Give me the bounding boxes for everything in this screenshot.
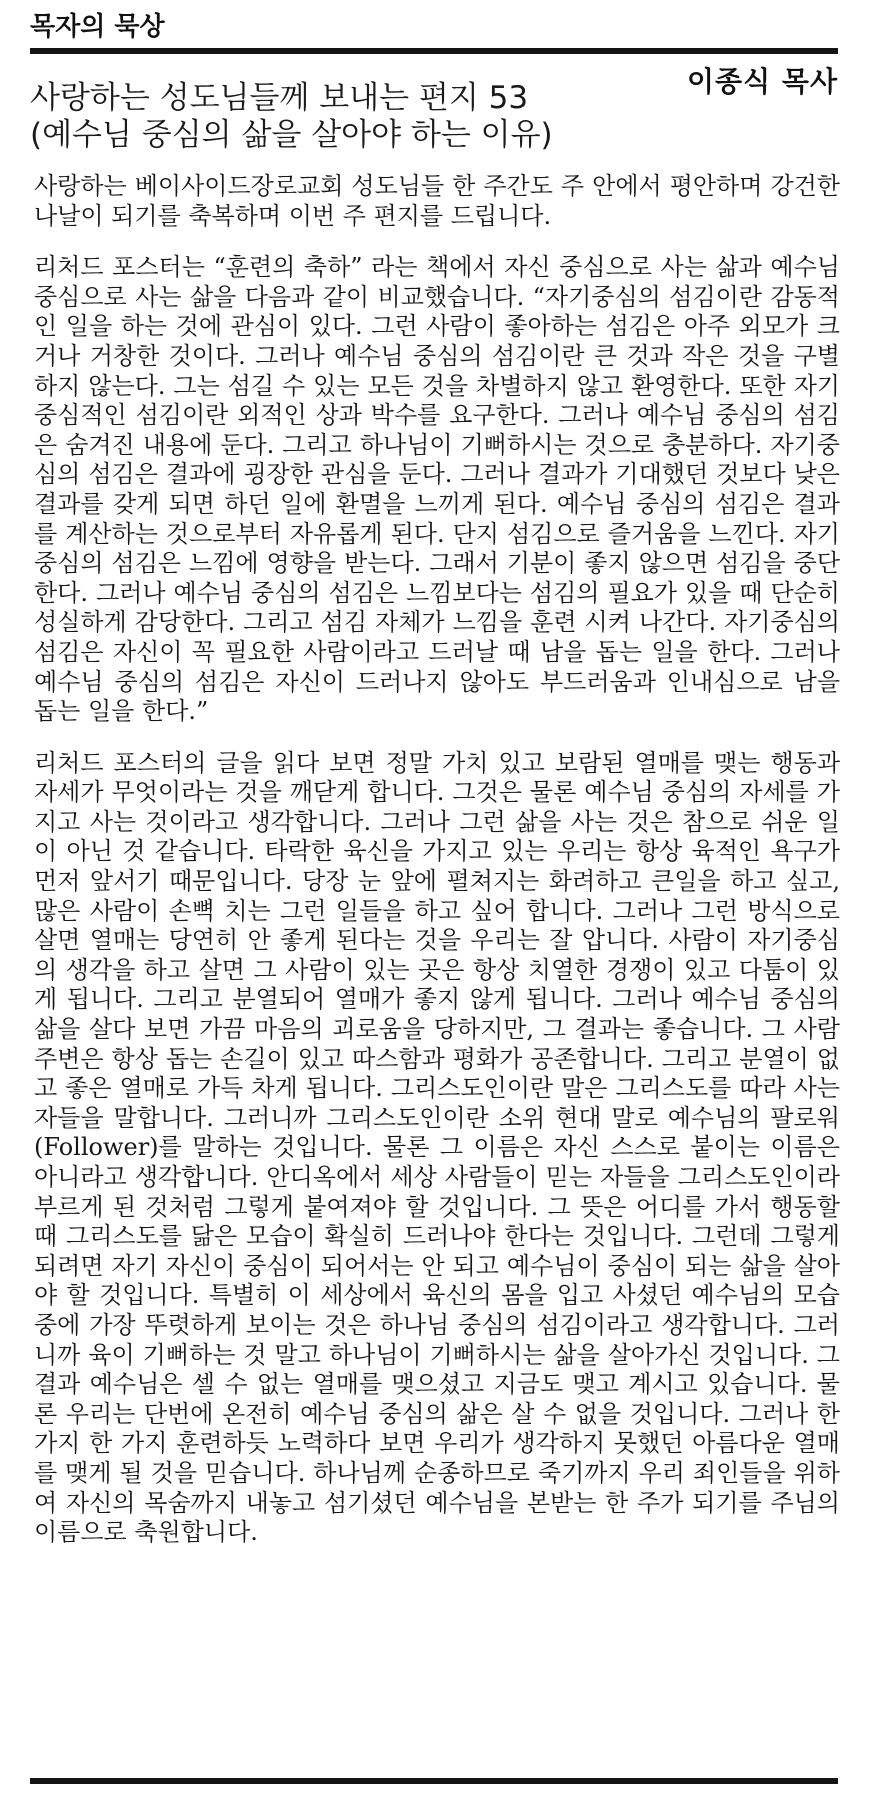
paragraph-quote: 리처드 포스터는 “훈련의 축하” 라는 책에서 자신 중심으로 사는 삶과 예수님 중심으로 사는 삶을 다음과 같이 비교했습니다. “자기중심의 섬김이란 감동적인 일을 하는 것에 관심이 있다. 그런 사람이 좋아하는 섬김은 아주 외모가 크거나 거창한 것이다. 그러나 예수님 중심의 섬김이란 큰 것과 작은 것을 구별하지 않는다. 그는 섬길 수 있는 모든 것을 차별하지 않고 환영한다. 또한 자기중심적인 섬김이란 외적인 상과 박수를 요구한다. 그러나 예수님 중심의 섬김은 숨겨진 내용에 둔다. 그리고 하나님이 기뻐하시는 것으로 충분하다. 자기중심의 섬김은 결과에 굉장한 관심을 둔다. 그러나 결과가 기대했던 것보다 낮은 결과를 갖게 되면 하던 일에 환멸을 느끼게 된다. 예수님 중심의 섬김은 결과를 계산하는 것으로부터 자유롭게 된다. 단지 섬김으로 즐거움을 느낀다. 자기중심의 섬김은 느낌에 영향을 받는다. 그래서 기분이 좋지 않으면 섬김을 중단한다. 그러나 예수님 중심의 섬김은 느낌보다는 섬김의 필요가 있을 때 단순히 성실하게 감당한다. 그리고 섬김 자체가 느낌을 훈련 시켜 나간다. 자기중심의 섬김은 자신이 꼭 필요한 사람이라고 드러날 때 남을 돕는 일을 한다. 그러나 예수님 중심의 섬김은 자신이 드러나지 않아도 부드러움과 인내심으로 남을 돕는 일을 한다.” xyxy=(34,253,840,726)
article-body xyxy=(34,172,840,1570)
author-name: 이종식 목사 xyxy=(687,65,838,98)
article-title xyxy=(30,80,553,154)
top-divider xyxy=(30,48,838,54)
title-line-2: (예수님 중심의 삶을 살아야 하는 이유) xyxy=(30,117,553,153)
section-label: 목자의 묵상 xyxy=(30,12,165,42)
paragraph-greeting: 사랑하는 베이사이드장로교회 성도님들 한 주간도 주 안에서 평안하며 강건한 나날이 되기를 축복하며 이번 주 편지를 드립니다. xyxy=(34,172,840,230)
title-line-1: 사랑하는 성도님들께 보내는 편지 53 xyxy=(30,80,529,116)
bottom-divider xyxy=(30,1778,838,1784)
paragraph-reflection: 리처드 포스터의 글을 읽다 보면 정말 가치 있고 보람된 열매를 맺는 행동과 자세가 무엇이라는 것을 깨닫게 합니다. 그것은 물론 예수님 중심의 자세를 가지고 사는 것이라고 생각합니다. 그러나 그런 삶을 사는 것은 참으로 쉬운 일이 아닌 것 같습니다. 타락한 육신을 가지고 있는 우리는 항상 육적인 욕구가 먼저 앞서기 때문입니다. 당장 눈 앞에 펼쳐지는 화려하고 큰일을 하고 싶고, 많은 사람이 손뼉 치는 그런 일들을 하고 싶어 합니다. 그러나 그런 방식으로 살면 열매는 당연히 안 좋게 된다는 것을 우리는 잘 압니다. 사람이 자기중심의 생각을 하고 살면 그 사람이 있는 곳은 항상 치열한 경쟁이 있고 다툼이 있게 됩니다. 그리고 분열되어 열매가 좋지 않게 됩니다. 그러나 예수님 중심의 삶을 살다 보면 가끔 마음의 괴로움을 당하지만, 그 결과는 좋습니다. 그 사람 주변은 항상 돕는 손길이 있고 따스함과 평화가 공존합니다. 그리고 분열이 없고 좋은 열매로 가득 차게 됩니다. 그리스도인이란 말은 그리스도를 따라 사는 자들을 말합니다. 그러니까 그리스도인이란 소위 현대 말로 예수님의 팔로워(Follower)를 말하는 것입니다. 물론 그 이름은 자신 스스로 붙이는 이름은 아니라고 생각합니다. 안디옥에서 세상 사람들이 믿는 자들을 그리스도인이라 부르게 된 것처럼 그렇게 붙여져야 할 것입니다. 그 뜻은 어디를 가서 행동할 때 그리스도를 닮은 모습이 확실히 드러나야 한다는 것입니다. 그런데 그렇게 되려면 자기 자신이 중심이 되어서는 안 되고 예수님이 중심이 되는 삶을 살아야 할 것입니다. 특별히 이 세상에서 육신의 몸을 입고 사셨던 예수님의 모습 중에 가장 뚜렷하게 보이는 것은 하나님 중심의 섬김이라고 생각합니다. 그러니까 육이 기뻐하는 것 말고 하나님이 기뻐하시는 삶을 살아가신 것입니다. 그 결과 예수님은 셀 수 없는 열매를 맺으셨고 지금도 맺고 계시고 있습니다. 물론 우리는 단번에 온전히 예수님 중심의 삶은 살 수 없을 것입니다. 그러나 한 가지 한 가지 훈련하듯 노력하다 보면 우리가 생각하지 못했던 아름다운 열매를 맺게 될 것을 믿습니다. 하나님께 순종하므로 죽기까지 우리 죄인들을 위하여 자신의 목숨까지 내놓고 섬기셨던 예수님을 본받는 한 주가 되기를 주님의 이름으로 축원합니다. xyxy=(34,748,840,1547)
